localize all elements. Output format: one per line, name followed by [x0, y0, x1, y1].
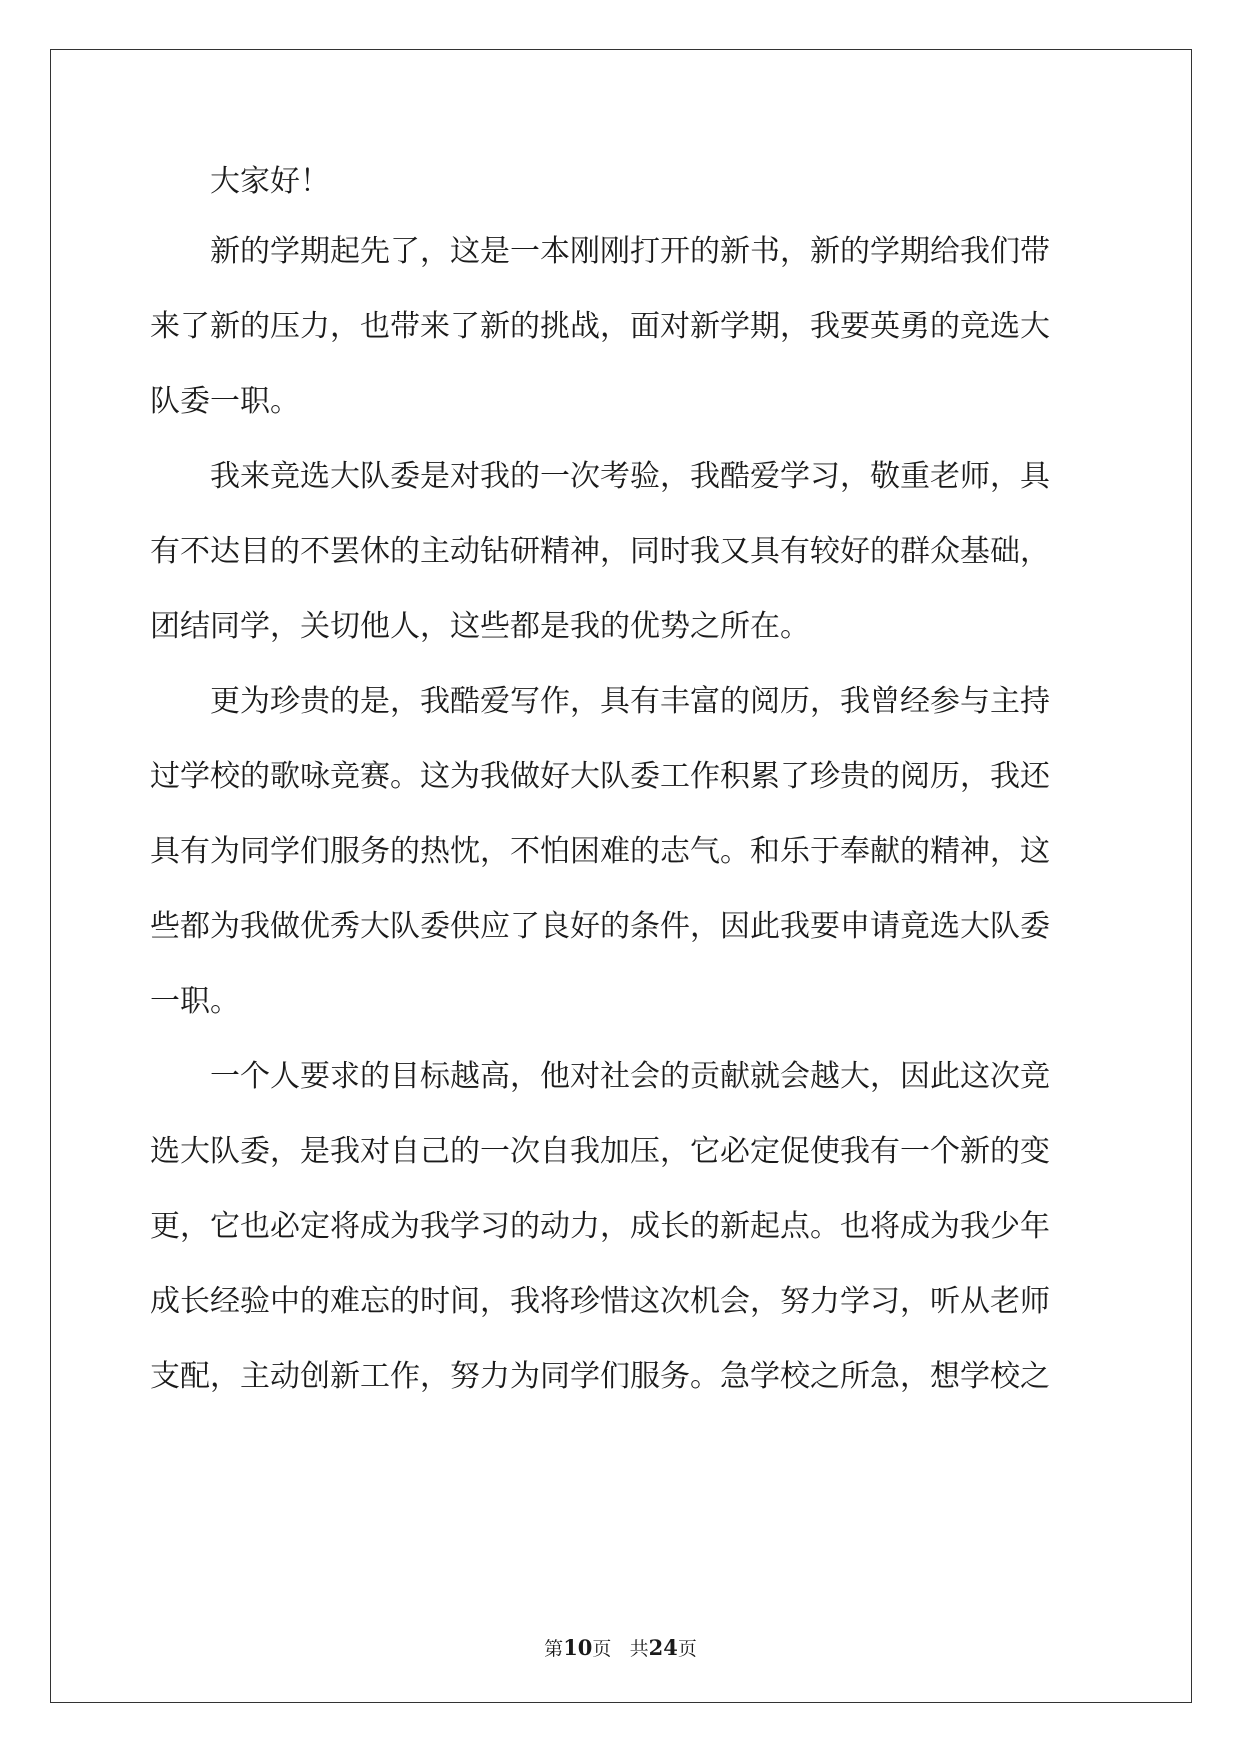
page-number-suffix: 页: [592, 1638, 612, 1660]
page-border: [50, 49, 1192, 1703]
text-line: 队委一职。: [150, 384, 300, 419]
total-pages: 24: [648, 1635, 678, 1660]
page-number: 10: [563, 1635, 593, 1660]
text-line: 一个人要求的目标越高，他对社会的贡献就会越大，因此这次竞: [210, 1059, 1050, 1094]
text-line: 些都为我做优秀大队委供应了良好的条件，因此我要申请竟选大队委: [150, 909, 1050, 944]
text-line: 大家好！: [210, 164, 330, 199]
text-line: 有不达目的不罢休的主动钻研精神，同时我又具有较好的群众基础，: [150, 534, 1050, 569]
total-pages-suffix: 页: [677, 1638, 697, 1660]
text-line: 选大队委，是我对自己的一次自我加压，它必定促使我有一个新的变: [150, 1134, 1050, 1169]
page-number-prefix: 第: [544, 1638, 564, 1660]
text-line: 团结同学，关切他人，这些都是我的优势之所在。: [150, 609, 810, 644]
text-line: 更为珍贵的是，我酷爱写作，具有丰富的阅历，我曾经参与主持: [210, 684, 1050, 719]
text-line: 支配，主动创新工作，努力为同学们服务。急学校之所急，想学校之: [150, 1359, 1050, 1394]
text-line: 成长经验中的难忘的时间，我将珍惜这次机会，努力学习，听从老师: [150, 1284, 1050, 1319]
text-line: 一职。: [150, 984, 240, 1019]
text-line: 来了新的压力，也带来了新的挑战，面对新学期，我要英勇的竞选大: [150, 309, 1050, 344]
text-line: 具有为同学们服务的热忱，不怕困难的志气。和乐于奉献的精神，这: [150, 834, 1050, 869]
text-line: 新的学期起先了，这是一本刚刚打开的新书，新的学期给我们带: [210, 234, 1050, 269]
text-line: 过学校的歌咏竞赛。这为我做好大队委工作积累了珍贵的阅历，我还: [150, 759, 1050, 794]
total-pages-prefix: 共: [629, 1638, 649, 1660]
page-footer: [0, 1634, 1241, 1661]
text-line: 我来竞选大队委是对我的一次考验，我酷爱学习，敬重老师，具: [210, 459, 1050, 494]
text-line: 更，它也必定将成为我学习的动力，成长的新起点。也将成为我少年: [150, 1209, 1050, 1244]
